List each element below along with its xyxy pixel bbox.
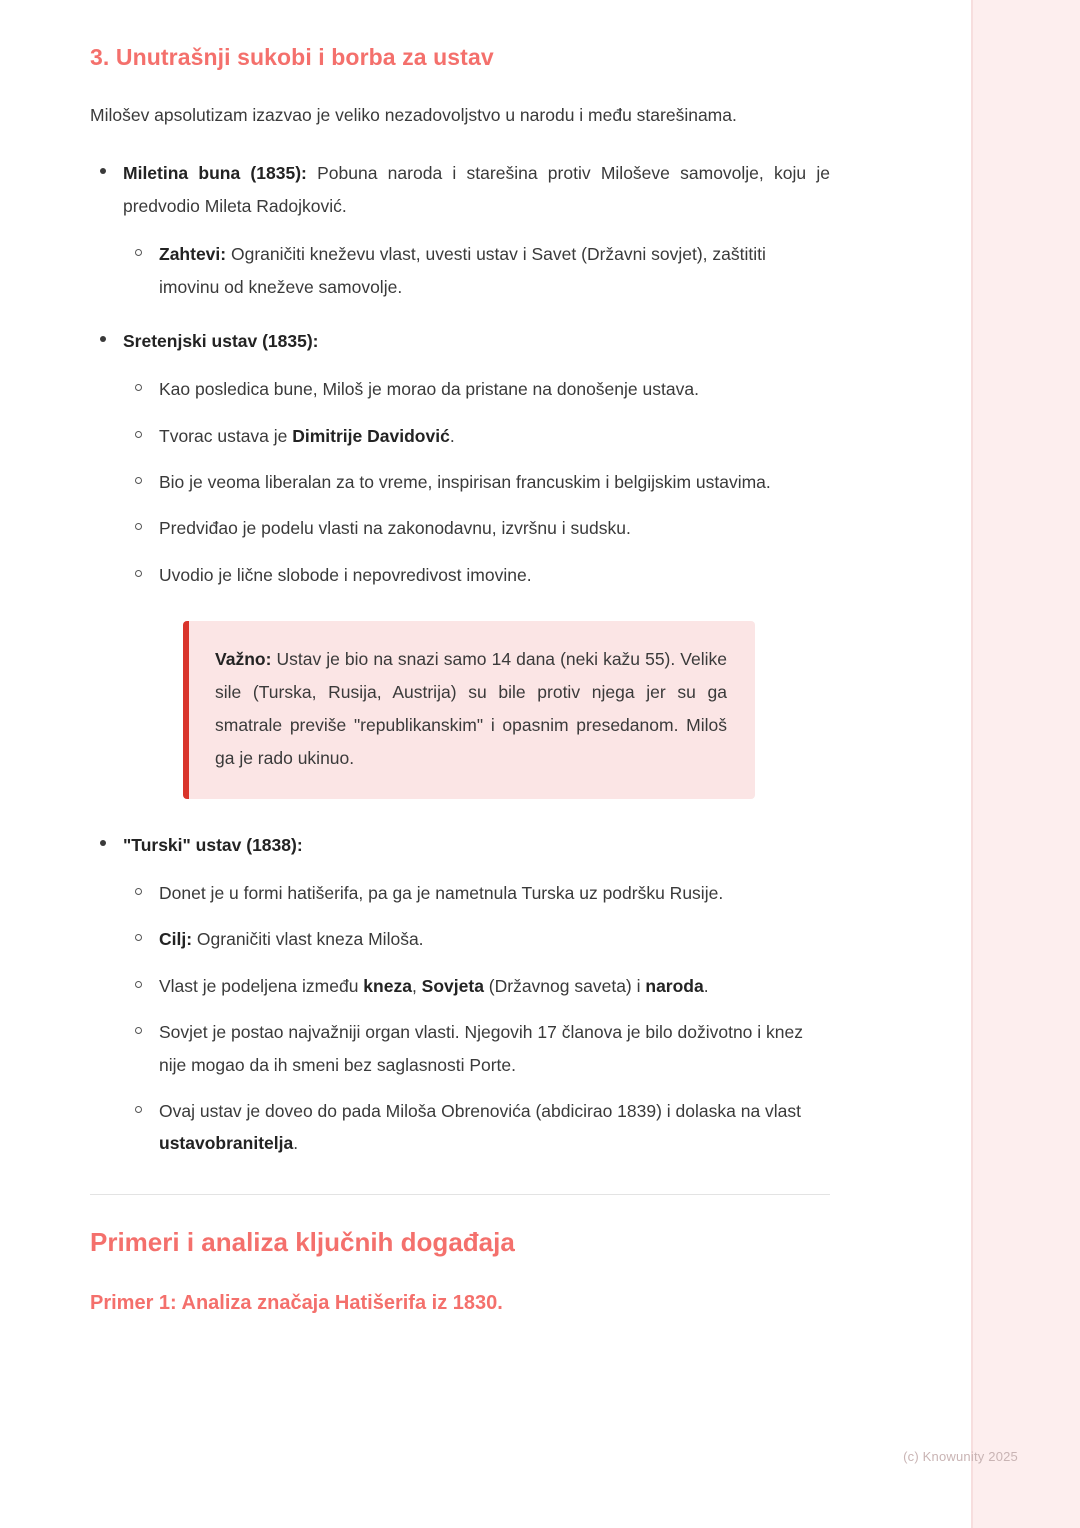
list-item [90, 829, 830, 1160]
example-1-heading: Primer 1: Analiza značaja Hatišerifa iz 1830. [90, 1291, 503, 1314]
right-margin-divider [971, 0, 973, 1528]
intro-paragraph: Milošev apsolutizam izazvao je veliko nezadovoljstvo u narodu i među starešinama. [90, 105, 737, 125]
sub-bullet-emphasis-sovjeta: Sovjeta [421, 975, 484, 996]
list-item [123, 238, 830, 303]
sub-bullet-emphasis: Dimitrije Davidović [292, 425, 450, 446]
sub-bullet-part-d: . [703, 975, 709, 996]
sub-bullet-text: Uvodio je lične slobode i nepovredivost imovine. [159, 564, 532, 585]
list-item [123, 373, 830, 405]
sub-bullet-text [159, 1095, 830, 1160]
examples-heading: Primeri i analiza ključnih događaja [90, 1226, 515, 1257]
document-content [90, 44, 830, 1315]
sub-bullet-list [123, 238, 830, 303]
bullet-text [123, 829, 830, 861]
page-title: 3. Unutrašnji sukobi i borba za ustav [90, 44, 494, 70]
callout-text [215, 643, 727, 775]
sub-bullet-emphasis-kneza: kneza [363, 975, 412, 996]
list-item [123, 970, 830, 1002]
sub-bullet-part-b: . [293, 1133, 299, 1154]
callout-body: Ustav je bio na snazi samo 14 dana (neki kažu 55). Velike sile (Turska, Rusija, Austrija) su bile protiv njega jer su ga smatrale previše "republikanskim" i opasnim presedanom. Miloš ga je rado ukinuo. [215, 649, 727, 768]
watermark: (c) Knowunity 2025 [903, 1449, 1018, 1464]
bullet-lead: "Turski" ustav (1838): [123, 834, 303, 855]
sub-bullet-emphasis-ustavobranitelja: ustavobranitelja [159, 1133, 294, 1154]
sub-bullet-body: Tvorac ustava je [159, 425, 293, 446]
sub-bullet-text [159, 238, 830, 303]
sub-bullet-text: Sovjet je postao najvažniji organ vlasti. Njegovih 17 članova je bilo doživotno i knez nije mogao da ih smeni bez saglasnosti Porte. [159, 1022, 803, 1075]
sub-bullet-lead: Zahtevi: [159, 244, 227, 265]
callout-lead: Važno: [215, 649, 272, 670]
main-bullet-list [90, 157, 830, 1159]
sub-bullet-emphasis-naroda: naroda [645, 975, 704, 996]
sub-bullet-part-c: (Državnog saveta) i [483, 975, 646, 996]
sub-bullet-list [123, 877, 830, 1160]
bullet-body: Pobuna naroda i starešina protiv Miloševe samovolje, koju je predvodio Mileta Radojković. [123, 163, 830, 216]
sub-bullet-lead: Cilj: [159, 929, 193, 950]
list-item [123, 559, 830, 591]
right-margin-strip [972, 0, 1080, 1528]
sub-bullet-tail: . [449, 425, 455, 446]
sub-bullet-text: Kao posledica bune, Miloš je morao da pristane na donošenje ustava. [159, 379, 699, 400]
list-item [123, 923, 830, 955]
sub-bullet-part-a: Vlast je podeljena između [159, 975, 364, 996]
list-item [123, 1016, 830, 1081]
list-item [123, 1095, 830, 1160]
sub-bullet-part-a: Ovaj ustav je doveo do pada Miloša Obrenovića (abdicirao 1839) i dolaska na vlast [159, 1100, 802, 1121]
section-divider [90, 1194, 830, 1195]
list-item [123, 512, 830, 544]
list-item [90, 157, 830, 303]
sub-bullet-text: Donet je u formi hatišerifa, pa ga je nametnula Turska uz podršku Rusije. [159, 883, 724, 904]
list-item [123, 877, 830, 909]
important-callout [183, 621, 755, 799]
bullet-lead: Sretenjski ustav (1835): [123, 330, 319, 351]
sub-bullet-text [159, 923, 830, 955]
sub-bullet-text: Bio je veoma liberalan za to vreme, inspirisan francuskim i belgijskim ustavima. [159, 472, 771, 492]
bullet-text [123, 325, 830, 357]
sub-bullet-text [159, 420, 830, 452]
sub-bullet-body: Ograničiti vlast kneza Miloša. [192, 929, 424, 950]
bullet-text [123, 157, 830, 222]
sub-bullet-body: Ograničiti kneževu vlast, uvesti ustav i Savet (Državni sovjet), zaštititi imovinu od kneževe samovolje. [159, 244, 766, 297]
list-item [90, 325, 830, 799]
sub-bullet-list [123, 373, 830, 591]
sub-bullet-part-b: , [411, 975, 422, 996]
list-item [123, 420, 830, 452]
sub-bullet-text: Predviđao je podelu vlasti na zakonodavnu, izvršnu i sudsku. [159, 518, 631, 539]
bullet-lead: Miletina buna (1835): [123, 163, 307, 184]
list-item [123, 466, 830, 498]
sub-bullet-text [159, 970, 830, 1002]
